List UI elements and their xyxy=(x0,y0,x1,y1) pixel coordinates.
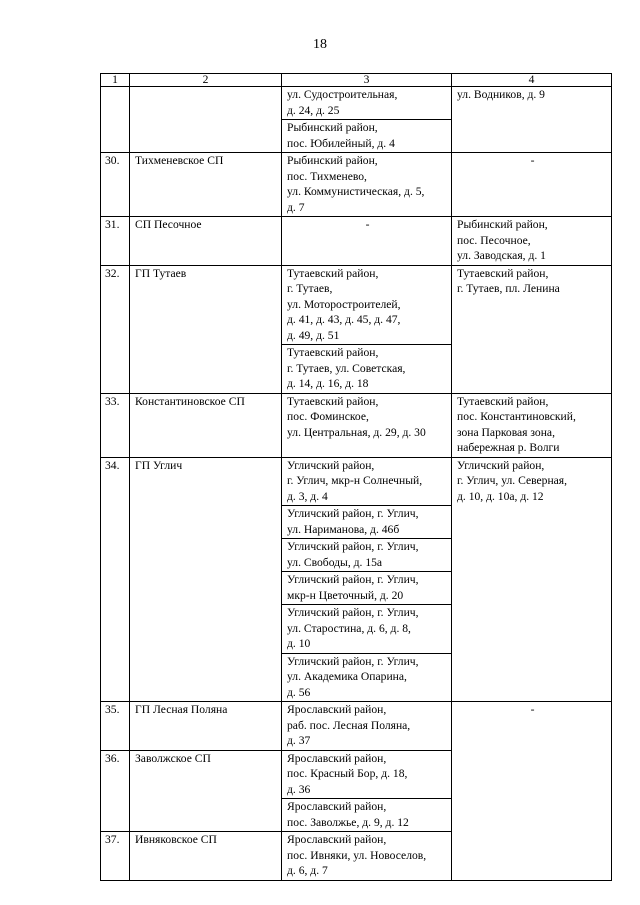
column-header-2: 2 xyxy=(130,74,282,87)
row-number: 34. xyxy=(101,457,130,702)
table-header-row xyxy=(101,74,612,87)
settlement-name-cell xyxy=(130,87,282,153)
row-number: 31. xyxy=(101,217,130,266)
table-row xyxy=(101,702,612,751)
target-address-cell: Тутаевский район, г. Тутаев, пл. Ленина xyxy=(452,265,612,393)
row-number: 36. xyxy=(101,750,130,832)
address-cell: Тутаевский район, г. Тутаев, ул. Моторостроителей, д. 41, д. 43, д. 45, д. 47, д. 49, д. 51 xyxy=(282,265,452,345)
address-cell: Рыбинский район, пос. Тихменево, ул. Коммунистическая, д. 5, д. 7 xyxy=(282,153,452,217)
address-cell: Угличский район, г. Углич, ул. Академика Опарина, д. 56 xyxy=(282,653,452,702)
address-cell: Угличский район, г. Углич, мкр-н Цветочный, д. 20 xyxy=(282,572,452,605)
address-cell: Угличский район, г. Углич, ул. Нариманова, д. 46б xyxy=(282,506,452,539)
address-cell: Тутаевский район, г. Тутаев, ул. Советская, д. 14, д. 16, д. 18 xyxy=(282,345,452,394)
table-row xyxy=(101,87,612,120)
table-row xyxy=(101,153,612,217)
row-number: 35. xyxy=(101,702,130,751)
address-cell: Угличский район, г. Углич, мкр-н Солнечный, д. 3, д. 4 xyxy=(282,457,452,506)
target-address-cell: - xyxy=(452,702,612,881)
column-header-3: 3 xyxy=(282,74,452,87)
settlement-name: ГП Тутаев xyxy=(130,265,282,393)
row-number: 32. xyxy=(101,265,130,393)
target-address-cell: Рыбинский район, пос. Песочное, ул. Заводская, д. 1 xyxy=(452,217,612,266)
table-row xyxy=(101,265,612,345)
row-number-cell xyxy=(101,87,130,153)
settlement-name: Ивняковское СП xyxy=(130,832,282,881)
settlement-name: СП Песочное xyxy=(130,217,282,266)
row-number: 33. xyxy=(101,393,130,457)
target-address-cell: Тутаевский район, пос. Константиновский, зона Парковая зона, набережная р. Волги xyxy=(452,393,612,457)
polling-stations-table xyxy=(100,73,612,881)
settlement-name: Константиновское СП xyxy=(130,393,282,457)
column-header-4: 4 xyxy=(452,74,612,87)
column-header-1: 1 xyxy=(101,74,130,87)
address-cell: Рыбинский район, пос. Юбилейный, д. 4 xyxy=(282,120,452,153)
settlement-name: ГП Углич xyxy=(130,457,282,702)
settlement-name: Тихменевское СП xyxy=(130,153,282,217)
target-address-cell: - xyxy=(452,153,612,217)
address-cell: - xyxy=(282,217,452,266)
address-cell: Ярославский район, пос. Ивняки, ул. Новоселов, д. 6, д. 7 xyxy=(282,832,452,881)
target-address-cell: ул. Водников, д. 9 xyxy=(452,87,612,153)
address-cell: ул. Судостроительная, д. 24, д. 25 xyxy=(282,87,452,120)
address-cell: Угличский район, г. Углич, ул. Старостина, д. 6, д. 8, д. 10 xyxy=(282,605,452,654)
settlement-name: ГП Лесная Поляна xyxy=(130,702,282,751)
address-cell: Ярославский район, пос. Красный Бор, д. 18, д. 36 xyxy=(282,750,452,799)
table-row xyxy=(101,457,612,506)
target-address-cell: Угличский район, г. Углич, ул. Северная, д. 10, д. 10а, д. 12 xyxy=(452,457,612,702)
address-cell: Ярославский район, раб. пос. Лесная Поляна, д. 37 xyxy=(282,702,452,751)
page-number: 18 xyxy=(313,37,327,52)
table-row xyxy=(101,217,612,266)
row-number: 30. xyxy=(101,153,130,217)
address-cell: Тутаевский район, пос. Фоминское, ул. Центральная, д. 29, д. 30 xyxy=(282,393,452,457)
address-cell: Ярославский район, пос. Заволжье, д. 9, д. 12 xyxy=(282,799,452,832)
row-number: 37. xyxy=(101,832,130,881)
address-cell: Угличский район, г. Углич, ул. Свободы, д. 15а xyxy=(282,539,452,572)
table-row xyxy=(101,393,612,457)
settlement-name: Заволжское СП xyxy=(130,750,282,832)
